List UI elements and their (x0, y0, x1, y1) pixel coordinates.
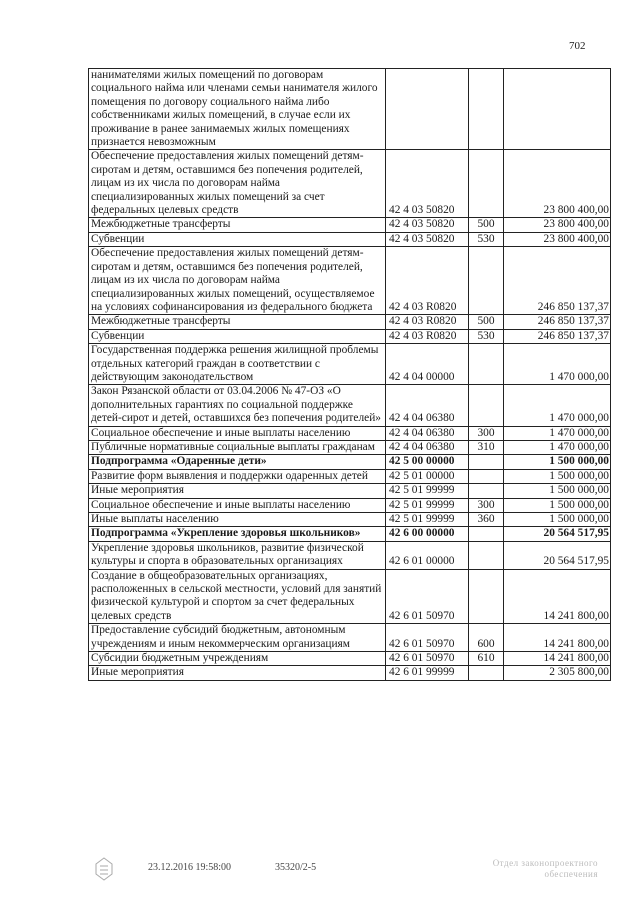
footer-timestamp: 23.12.2016 19:58:00 (148, 862, 232, 873)
row-expense-type (469, 247, 504, 315)
row-expense-type: 310 (469, 440, 504, 454)
row-expense-type (469, 666, 504, 680)
row-expense-type: 500 (469, 218, 504, 232)
row-target-code: 42 4 03 R0820 (386, 247, 469, 315)
row-target-code: 42 5 01 00000 (386, 469, 469, 483)
row-amount: 14 241 800,00 (504, 569, 611, 624)
row-expense-type (469, 469, 504, 483)
row-amount: 23 800 400,00 (504, 150, 611, 218)
row-target-code: 42 6 01 99999 (386, 666, 469, 680)
table-row (89, 624, 611, 652)
row-description: Межбюджетные трансферты (89, 315, 386, 329)
row-description: Развитие форм выявления и поддержки одаренных детей (89, 469, 386, 483)
table-row (89, 666, 611, 680)
row-expense-type: 530 (469, 329, 504, 343)
row-expense-type: 530 (469, 232, 504, 246)
row-description: нанимателями жилых помещений по договорам социального найма или членами семьи нанимателя жилого помещения по договору социального найма либо собственниками жилых помещений, в случае если их проживание в ранее занимаемых жилых помещениях признается невозможным (89, 69, 386, 150)
row-target-code: 42 5 00 00000 (386, 455, 469, 469)
row-amount: 1 470 000,00 (504, 385, 611, 426)
footer-logo-icon (92, 856, 116, 882)
row-description: Подпрограмма «Одаренные дети» (89, 455, 386, 469)
row-target-code: 42 6 00 00000 (386, 527, 469, 541)
table-row (89, 344, 611, 385)
row-amount: 246 850 137,37 (504, 315, 611, 329)
row-expense-type (469, 541, 504, 569)
row-description: Укрепление здоровья школьников, развитие физической культуры и спорта в образовательных организациях (89, 541, 386, 569)
table-row (89, 69, 611, 150)
row-description: Создание в общеобразовательных организациях, расположенных в сельской местности, условий для занятий физической культурой и спортом за счет федеральных целевых средств (89, 569, 386, 624)
table-row (89, 569, 611, 624)
table-row (89, 484, 611, 498)
row-amount: 23 800 400,00 (504, 218, 611, 232)
row-target-code: 42 6 01 50970 (386, 569, 469, 624)
table-row (89, 541, 611, 569)
row-description: Государственная поддержка решения жилищной проблемы отдельных категорий граждан в соответствии с действующим законодательством (89, 344, 386, 385)
row-expense-type: 610 (469, 652, 504, 666)
row-expense-type: 600 (469, 624, 504, 652)
row-amount: 1 500 000,00 (504, 513, 611, 527)
row-target-code: 42 5 01 99999 (386, 484, 469, 498)
row-target-code: 42 4 04 06380 (386, 385, 469, 426)
row-target-code (386, 69, 469, 150)
row-target-code: 42 6 01 50970 (386, 652, 469, 666)
row-target-code: 42 6 01 50970 (386, 624, 469, 652)
row-expense-type (469, 527, 504, 541)
row-description: Подпрограмма «Укрепление здоровья школьников» (89, 527, 386, 541)
row-description: Субвенции (89, 232, 386, 246)
row-amount: 1 500 000,00 (504, 484, 611, 498)
table-row (89, 469, 611, 483)
budget-table (88, 68, 611, 681)
row-target-code: 42 4 03 R0820 (386, 315, 469, 329)
row-expense-type (469, 569, 504, 624)
table-row (89, 455, 611, 469)
row-amount: 1 470 000,00 (504, 426, 611, 440)
row-expense-type (469, 484, 504, 498)
row-description: Иные выплаты населению (89, 513, 386, 527)
table-row (89, 513, 611, 527)
table-row (89, 527, 611, 541)
row-target-code: 42 4 04 00000 (386, 344, 469, 385)
row-target-code: 42 4 04 06380 (386, 440, 469, 454)
row-description: Публичные нормативные социальные выплаты гражданам (89, 440, 386, 454)
table-row (89, 218, 611, 232)
budget-table-body (89, 69, 611, 681)
table-row (89, 426, 611, 440)
table-row (89, 247, 611, 315)
row-amount: 1 470 000,00 (504, 440, 611, 454)
row-description: Предоставление субсидий бюджетным, автономным учреждениям и иным некоммерческим организациям (89, 624, 386, 652)
row-description: Обеспечение предоставления жилых помещений детям-сиротам и детям, оставшимся без попечения родителей, лицам из их числа по договорам найма специализированных жилых помещений за счет федеральных целевых средств (89, 150, 386, 218)
row-amount: 14 241 800,00 (504, 624, 611, 652)
row-description: Субвенции (89, 329, 386, 343)
table-row (89, 498, 611, 512)
table-row (89, 232, 611, 246)
row-description: Социальное обеспечение и иные выплаты населению (89, 498, 386, 512)
page-number: 702 (569, 40, 586, 52)
row-expense-type: 500 (469, 315, 504, 329)
row-expense-type (469, 455, 504, 469)
row-target-code: 42 4 04 06380 (386, 426, 469, 440)
row-description: Обеспечение предоставления жилых помещений детям-сиротам и детям, оставшимся без попечения родителей, лицам из их числа по договорам найма специализированных жилых помещений, осуществляемое на условиях софинансирования из федерального бюджета (89, 247, 386, 315)
row-amount: 246 850 137,37 (504, 329, 611, 343)
row-amount: 14 241 800,00 (504, 652, 611, 666)
row-target-code: 42 4 03 50820 (386, 218, 469, 232)
row-description: Социальное обеспечение и иные выплаты населению (89, 426, 386, 440)
row-expense-type (469, 385, 504, 426)
row-amount: 1 500 000,00 (504, 469, 611, 483)
row-expense-type: 300 (469, 426, 504, 440)
table-row (89, 329, 611, 343)
row-expense-type: 300 (469, 498, 504, 512)
table-row (89, 385, 611, 426)
row-target-code: 42 4 03 50820 (386, 232, 469, 246)
row-description: Межбюджетные трансферты (89, 218, 386, 232)
row-target-code: 42 5 01 99999 (386, 498, 469, 512)
table-row (89, 315, 611, 329)
row-description: Иные мероприятия (89, 666, 386, 680)
row-amount: 20 564 517,95 (504, 527, 611, 541)
table-row (89, 150, 611, 218)
row-description: Субсидии бюджетным учреждениям (89, 652, 386, 666)
row-amount: 23 800 400,00 (504, 232, 611, 246)
row-amount: 1 500 000,00 (504, 498, 611, 512)
row-amount: 1 470 000,00 (504, 344, 611, 385)
row-target-code: 42 4 03 R0820 (386, 329, 469, 343)
row-target-code: 42 6 01 00000 (386, 541, 469, 569)
footer-watermark: Отдел законопроектного обеспечения (492, 858, 598, 879)
row-amount: 20 564 517,95 (504, 541, 611, 569)
row-target-code: 42 5 01 99999 (386, 513, 469, 527)
table-row (89, 652, 611, 666)
row-amount (504, 69, 611, 150)
footer-doc-id: 35320/2-5 (275, 862, 317, 873)
row-expense-type: 360 (469, 513, 504, 527)
row-amount: 2 305 800,00 (504, 666, 611, 680)
row-description: Закон Рязанской области от 03.04.2006 № 47-ОЗ «О дополнительных гарантиях по социальной поддержке детей-сирот и детей, оставшихся без попечения родителей» (89, 385, 386, 426)
row-expense-type (469, 344, 504, 385)
row-amount: 1 500 000,00 (504, 455, 611, 469)
row-amount: 246 850 137,37 (504, 247, 611, 315)
row-description: Иные мероприятия (89, 484, 386, 498)
row-target-code: 42 4 03 50820 (386, 150, 469, 218)
table-row (89, 440, 611, 454)
row-expense-type (469, 150, 504, 218)
row-expense-type (469, 69, 504, 150)
